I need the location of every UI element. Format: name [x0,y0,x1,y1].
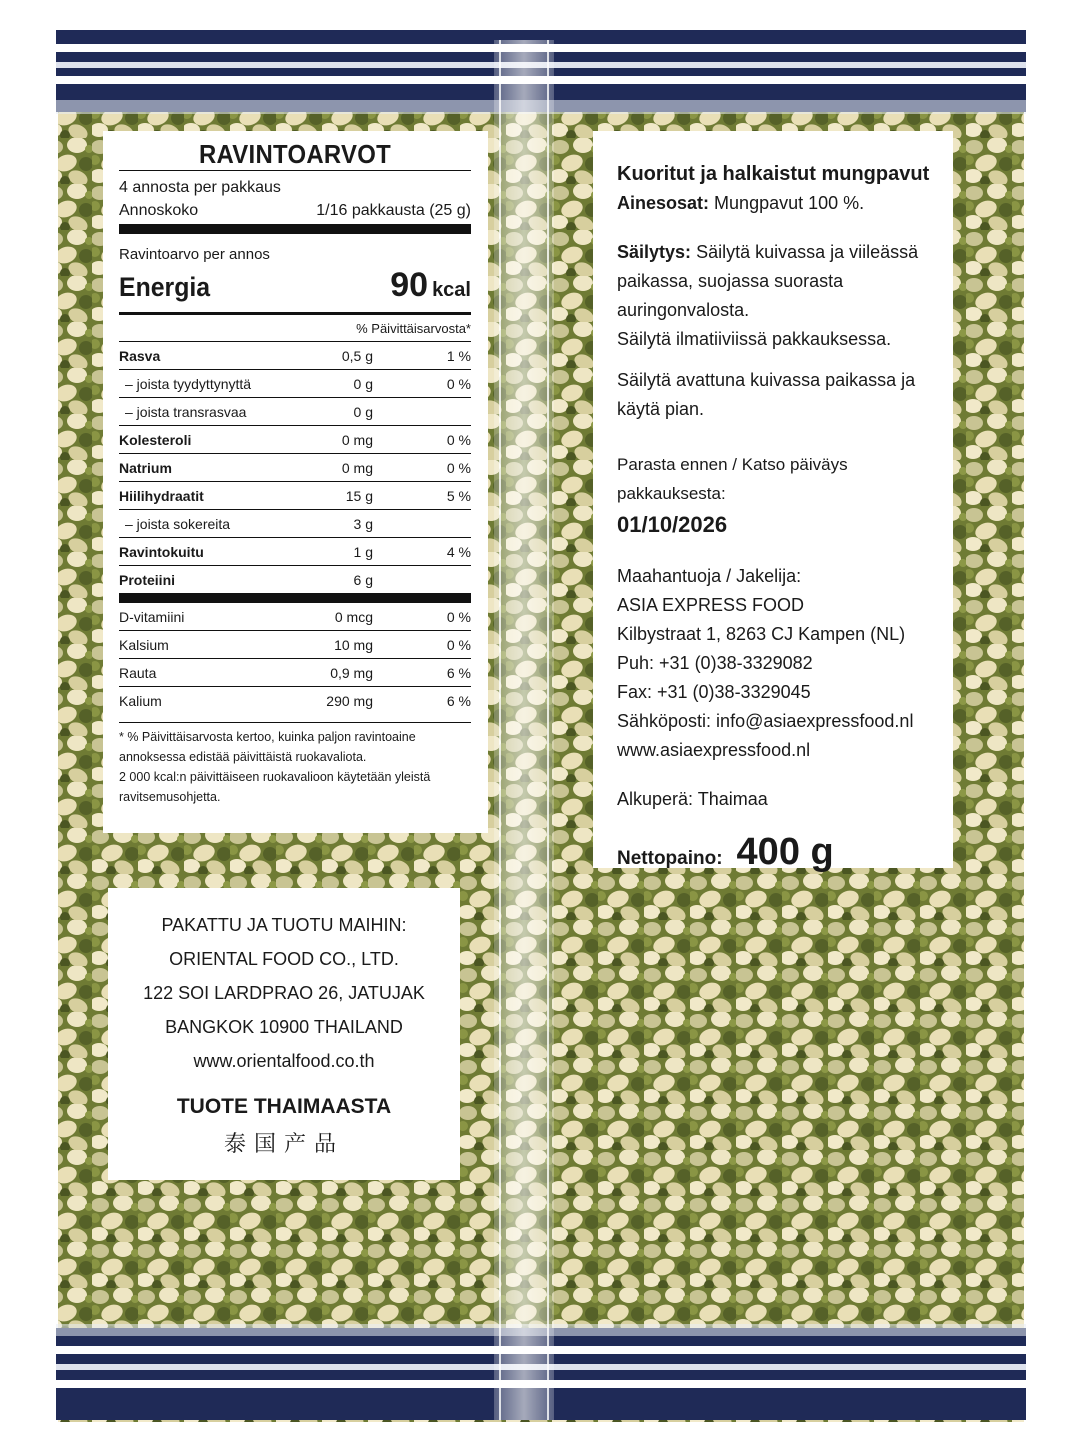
vitamin-dv: 0 % [446,636,471,653]
per-serving-label: Ravintoarvo per annos [119,246,270,263]
vitamin-dv: 6 % [446,692,471,709]
vitamin-row [119,686,471,714]
serving-size-value: 1/16 pakkausta (25 g) [316,202,471,219]
vitamin-name: Rauta [119,664,157,681]
energy-amount [390,266,471,305]
nutrient-row [119,537,471,565]
vitamin-name: Kalsium [119,636,169,653]
nutrient-name: – joista tyydyttynyttä [125,375,252,392]
divider [119,224,471,234]
storage-airtight: Säilytä ilmatiiviissä pakkauksessa. [617,329,892,349]
nutrient-amount: 0 g [353,375,373,392]
packer-city: BANGKOK 10900 THAILAND [165,1017,403,1037]
nutrient-amount: 0 g [353,403,373,420]
vitamin-dv: 0 % [446,608,471,625]
energy-label: Energia [119,272,211,302]
nutrient-amount: 0 mg [341,459,373,476]
nutrient-row [119,509,471,537]
net-weight-value: 400 g [736,831,834,873]
nutrient-name: Ravintokuitu [119,543,204,560]
net-weight [617,831,935,873]
servings-text: 4 annosta per pakkaus [119,179,281,196]
nutrient-name: Proteiini [119,571,176,588]
importer-name: ASIA EXPRESS FOOD [617,595,805,615]
product-name: Kuoritut ja halkaistut mungpavut [617,163,930,185]
storage-label: Säilytys: [617,242,692,262]
packer-panel [108,888,460,1180]
nutrient-amount: 0 mg [341,431,373,448]
importer-phone: Puh: +31 (0)38-3329082 [617,653,813,673]
nutrition-facts-panel [103,131,488,833]
daily-value-header: % Päivittäisarvosta* [356,321,471,336]
nutrient-amount: 0,5 g [341,347,373,364]
nutrient-row [119,341,471,369]
product-of-thailand-chinese: 泰国产品 [223,1132,344,1157]
nutrient-row [119,453,471,481]
vitamin-name: Kalium [119,692,162,709]
product-of-thailand: TUOTE THAIMAASTA [176,1095,392,1118]
best-before-date: 01/10/2026 [617,512,728,537]
nutrient-name: Natrium [119,459,172,476]
energy-unit: kcal [432,279,471,301]
storage-opened: Säilytä avattuna kuivassa paikassa ja käytä pian. [617,370,916,419]
energy-row [119,266,471,312]
ingredients [617,189,935,218]
nutrient-row [119,397,471,425]
vitamin-row [119,630,471,658]
nutrient-name: Rasva [119,347,161,364]
ingredients-value: Mungpavut 100 %. [714,193,865,213]
footnote-line-2: 2 000 kcal:n päivittäiseen ruokavalioon käytetään yleistä ravitsemusohjetta. [119,770,431,804]
importer-fax: Fax: +31 (0)38-3329045 [617,682,811,702]
serving-size [119,200,471,224]
divider [119,312,471,315]
nutrient-name: – joista transrasvaa [125,403,247,420]
storage [617,238,935,325]
serving-size-label: Annoskoko [119,202,199,219]
divider [119,593,471,603]
nutrient-amount: 3 g [353,515,373,532]
nutrition-footnote [119,722,471,807]
importer-label: Maahantuoja / Jakelija: [617,566,802,586]
nutrient-amount: 15 g [345,487,373,504]
servings-per-pack [119,175,471,200]
nutrient-name: Hiilihydraatit [119,487,204,504]
vitamin-amount: 0,9 mg [330,664,373,681]
packer-company: ORIENTAL FOOD CO., LTD. [169,949,399,969]
nutrient-amount: 6 g [353,571,373,588]
packer-street: 122 SOI LARDPRAO 26, JATUJAK [143,983,425,1003]
packer-line-1: PAKATTU JA TUOTU MAIHIN: [161,915,407,935]
vitamin-row [119,603,471,630]
vitamin-name: D-vitamiini [119,608,185,625]
nutrient-dv: 0 % [446,431,471,448]
nutrient-row [119,481,471,509]
nutrient-name: Kolesteroli [119,431,192,448]
nutrient-dv: 5 % [446,487,471,504]
nutrient-dv: 0 % [446,375,471,392]
vitamin-amount: 0 mcg [334,608,373,625]
best-before-label: Parasta ennen / Katso päiväys pakkauksesta: [617,455,848,503]
nutrient-dv: 4 % [446,543,471,560]
nutrition-title: RAVINTOARVOT [198,139,392,169]
importer-email: Sähköposti: info@asiaexpressfood.nl [617,711,914,731]
footnote-line-1: * % Päivittäisarvosta kertoo, kuinka paljon ravintoaine annoksessa edistää päivittäistä ruokavaliota. [119,730,416,764]
nutrient-row [119,565,471,593]
vitamin-row [119,658,471,686]
importer-website: www.asiaexpressfood.nl [617,740,811,760]
vitamin-amount: 290 mg [326,692,373,709]
nutrient-row [119,369,471,397]
nutrient-row [119,425,471,453]
energy-value: 90 [390,266,429,304]
nutrient-dv: 1 % [446,347,471,364]
vitamin-dv: 6 % [446,664,471,681]
vitamin-amount: 10 mg [334,636,373,653]
nutrient-amount: 1 g [353,543,373,560]
ingredients-label: Ainesosat: [617,193,710,213]
packer-website: www.orientalfood.co.th [193,1051,375,1071]
net-weight-label: Nettopaino: [617,848,723,869]
product-info-panel [593,131,953,873]
origin: Alkuperä: Thaimaa [617,789,768,809]
bag-seam [494,40,554,1420]
importer-address: Kilbystraat 1, 8263 CJ Kampen (NL) [617,624,906,644]
divider [119,170,471,171]
nutrient-dv: 0 % [446,459,471,476]
storage-value: Säilytä kuivassa ja viileässä paikassa, suojassa suorasta auringonvalosta. [617,242,919,320]
nutrient-name: – joista sokereita [125,515,231,532]
